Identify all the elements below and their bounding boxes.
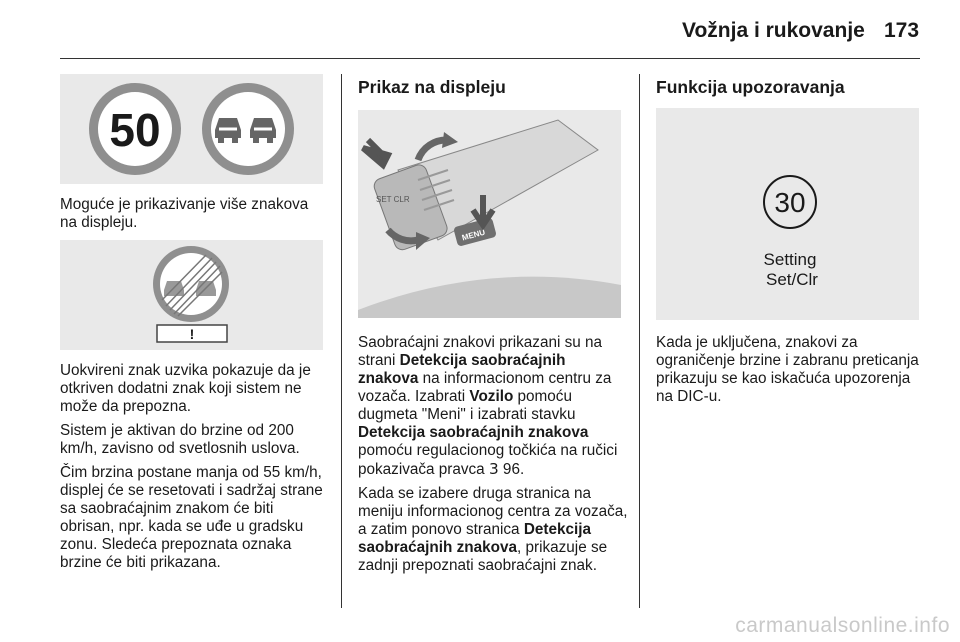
section-heading-display: Prikaz na displeju — [358, 77, 506, 97]
page-reference-arrow-icon: 3 — [488, 460, 499, 478]
column-divider — [639, 74, 640, 608]
page-number: 173 — [884, 19, 920, 42]
menu-button-label: MENU — [460, 227, 487, 243]
col2-paragraph-2: Kada se izabere druga stranica na meniju informacionog centra za vozača, a zatim ponovo stranica Detekcija saobraćajnih znakova, prikazuje se zadnji prepoznati saobraćajni znak. — [358, 485, 628, 574]
header-rule — [60, 58, 920, 59]
sign-panel-exclaim — [60, 240, 323, 350]
stalk-illustration-panel — [358, 110, 621, 318]
popup-setclr-label: Set/Clr — [766, 270, 818, 289]
col1-paragraph-4: Čim brzina postane manja od 55 km/h, displej će se resetovati i sadržaj strane sa saobraćajnim znakom će biti obrisan, npr. kada se uđe u gradsku zonu. Sledeća prepoznata oznaka brzine će biti prikazana. — [60, 464, 323, 571]
no-overtaking-sign-icon — [202, 83, 294, 175]
speed-limit-value: 50 — [109, 104, 161, 156]
speed-limit-sign-icon — [60, 74, 323, 184]
popup-speed-value: 30 — [774, 187, 806, 218]
end-no-overtaking-sign-icon — [60, 240, 323, 350]
popup-setting-label: Setting — [763, 250, 817, 269]
footer-watermark: carmanualsonline.info — [735, 614, 950, 637]
page-header-title: Vožnja i rukovanje — [682, 19, 865, 42]
set-clr-label: SET CLR — [376, 195, 410, 204]
dic-warning-panel — [656, 108, 919, 320]
col1-paragraph-3: Sistem je aktivan do brzine od 200 km/h, zavisno od svetlosnih uslova. — [60, 422, 300, 457]
section-heading-warning: Funkcija upozoravanja — [656, 77, 845, 97]
turn-signal-lever-icon — [358, 110, 621, 318]
column-divider — [341, 74, 342, 608]
sign-panel-top — [60, 74, 323, 184]
col2-paragraph-1: Saobraćajni znakovi prikazani su na strani Detekcija saobraćajnih znakova na informacionom centru za vozača. Izabrati Vozilo pomoću dugmeta "Meni" i izabrati stavku Detekcija saobraćajnih znakova pomoću regulacionog točkića na ručici pokazivača pravca 3 96. — [358, 334, 618, 478]
col3-paragraph: Kada je uključena, znakovi za ograničenje brzine i zabranu preticanja prikazuju se kao iskačuća upozorenja na DIC-u. — [656, 334, 919, 405]
exclaim-mark: ! — [189, 326, 195, 342]
col1-paragraph-2: Uokvireni znak uzvika pokazuje da je otkriven dodatni znak koji sistem ne može da prepozna. — [60, 362, 311, 415]
speed-limit-popup-icon — [656, 108, 919, 320]
col1-paragraph-1: Moguće je prikazivanje više znakova na displeju. — [60, 196, 309, 231]
